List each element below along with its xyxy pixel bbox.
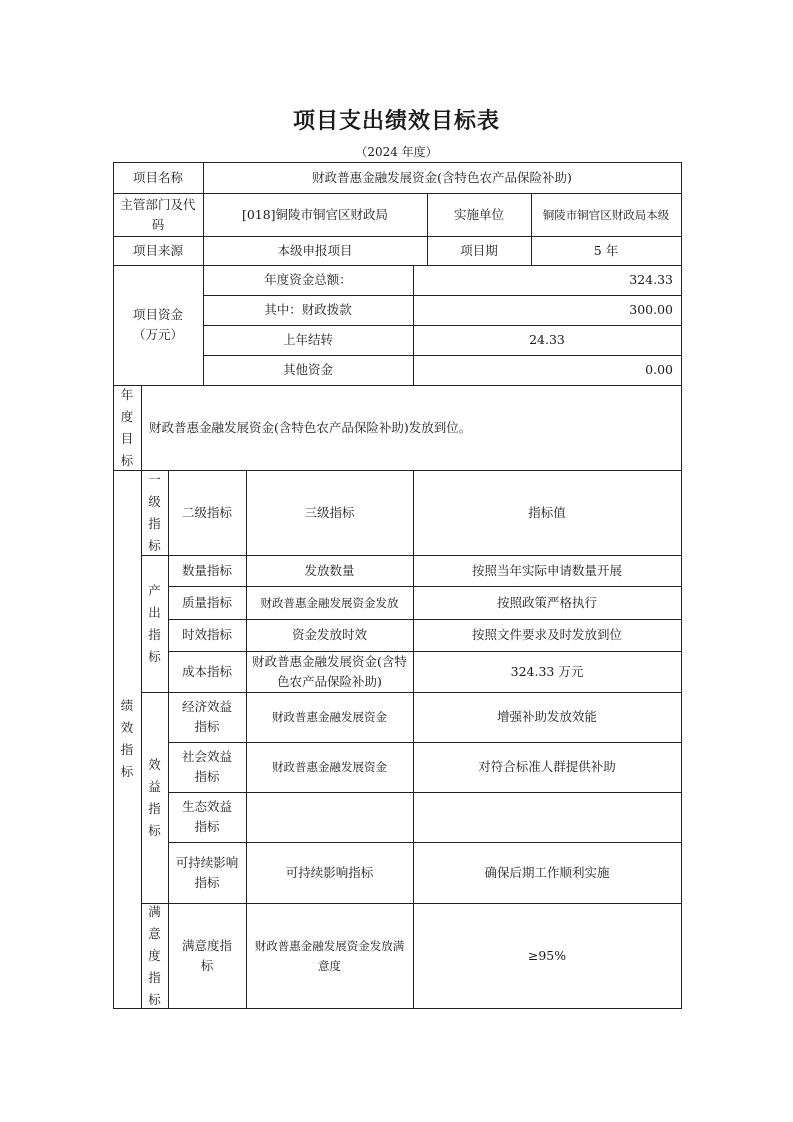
project-name-label: 项目名称 — [132, 169, 183, 185]
table-row-l2: 社会效益指标 — [181, 749, 232, 784]
funds-total-value: 324.33 — [629, 272, 673, 287]
table-row-l3: 财政普惠金融发展资金(含特色农产品保险补助) — [252, 653, 407, 689]
header-level2: 二级指标 — [181, 504, 232, 520]
table-row-l2: 满意度指标 — [181, 937, 232, 973]
table-row-l2: 数量指标 — [181, 562, 232, 578]
funds-label: 项目资金（万元） — [132, 307, 183, 342]
table-row-value: 324.33 万元 — [510, 663, 584, 679]
table-row-l2: 可持续影响指标 — [175, 854, 239, 890]
table-row-l2: 成本指标 — [181, 663, 232, 679]
table-row-value: 确保后期工作顺利实施 — [484, 864, 610, 880]
header-level1: 一级指标 — [148, 471, 161, 553]
table-row-l2: 生态效益指标 — [181, 799, 232, 834]
table-row-value: 按照当年实际申请数量开展 — [471, 562, 622, 578]
table-row-l3: 财政普惠金融发展资金发放满意度 — [254, 938, 405, 973]
table-row-l3: 可持续影响指标 — [285, 864, 374, 880]
table-row-l3: 财政普惠金融发展资金 — [272, 710, 387, 724]
period-label: 项目期 — [460, 242, 498, 258]
source-value: 本级申报项目 — [277, 242, 353, 258]
annual-goal-label: 年度目标 — [120, 386, 134, 468]
output-indicators-label: 产出指标 — [148, 582, 161, 664]
period-value: 5 年 — [593, 242, 619, 258]
table-row-l3: 财政普惠金融发展资金 — [272, 760, 387, 774]
table-row-value: ≥95% — [527, 947, 567, 963]
impl-unit-label: 实施单位 — [453, 206, 504, 222]
annual-goal-value: 财政普惠金融发展资金(含特色农产品保险补助)发放到位。 — [149, 419, 472, 435]
table-row-value: 按照文件要求及时发放到位 — [471, 627, 622, 642]
satisfaction-indicators-label: 满意度指标 — [148, 903, 161, 1007]
year-subtitle: （2024 年度） — [355, 145, 438, 159]
table-row-l2: 时效指标 — [181, 627, 232, 642]
benefit-indicators-label: 效益指标 — [148, 756, 161, 838]
table-row-l2: 经济效益指标 — [181, 699, 232, 734]
table-row-l3: 资金发放时效 — [291, 627, 367, 642]
table-row-l3: 财政普惠金融发展资金发放 — [260, 595, 399, 610]
table-row-value: 增强补助发放效能 — [496, 709, 597, 724]
table-row-l2: 质量指标 — [181, 594, 232, 610]
dept-value: [018]铜陵市铜官区财政局 — [241, 206, 389, 222]
impl-unit-value: 铜陵市铜官区财政局本级 — [542, 207, 670, 222]
funds-carryover-value: 24.33 — [529, 332, 565, 347]
table-row-value: 按照政策严格执行 — [496, 594, 597, 610]
header-value: 指标值 — [528, 504, 566, 520]
funds-other-label: 其他资金 — [282, 362, 333, 377]
funds-total-label: 年度资金总额： — [264, 272, 352, 287]
project-name-value: 财政普惠金融发展资金(含特色农产品保险补助) — [312, 169, 572, 185]
indicators-label: 绩效指标 — [120, 698, 134, 779]
funds-other-value: 0.00 — [645, 362, 673, 377]
source-label: 项目来源 — [132, 242, 183, 258]
header-level3: 三级指标 — [304, 504, 355, 520]
table-row-l3: 发放数量 — [304, 562, 355, 578]
funds-carryover-label: 上年结转 — [282, 332, 333, 347]
page-title: 项目支出绩效目标表 — [292, 109, 500, 134]
funds-fiscal-label: 其中：财政拨款 — [264, 302, 352, 317]
dept-label: 主管部门及代码 — [120, 196, 196, 232]
funds-fiscal-value: 300.00 — [629, 302, 673, 317]
table-row-l3 — [246, 792, 413, 842]
table-row-value: 对符合标准人群提供补助 — [478, 759, 616, 774]
table-row-value — [413, 792, 681, 842]
